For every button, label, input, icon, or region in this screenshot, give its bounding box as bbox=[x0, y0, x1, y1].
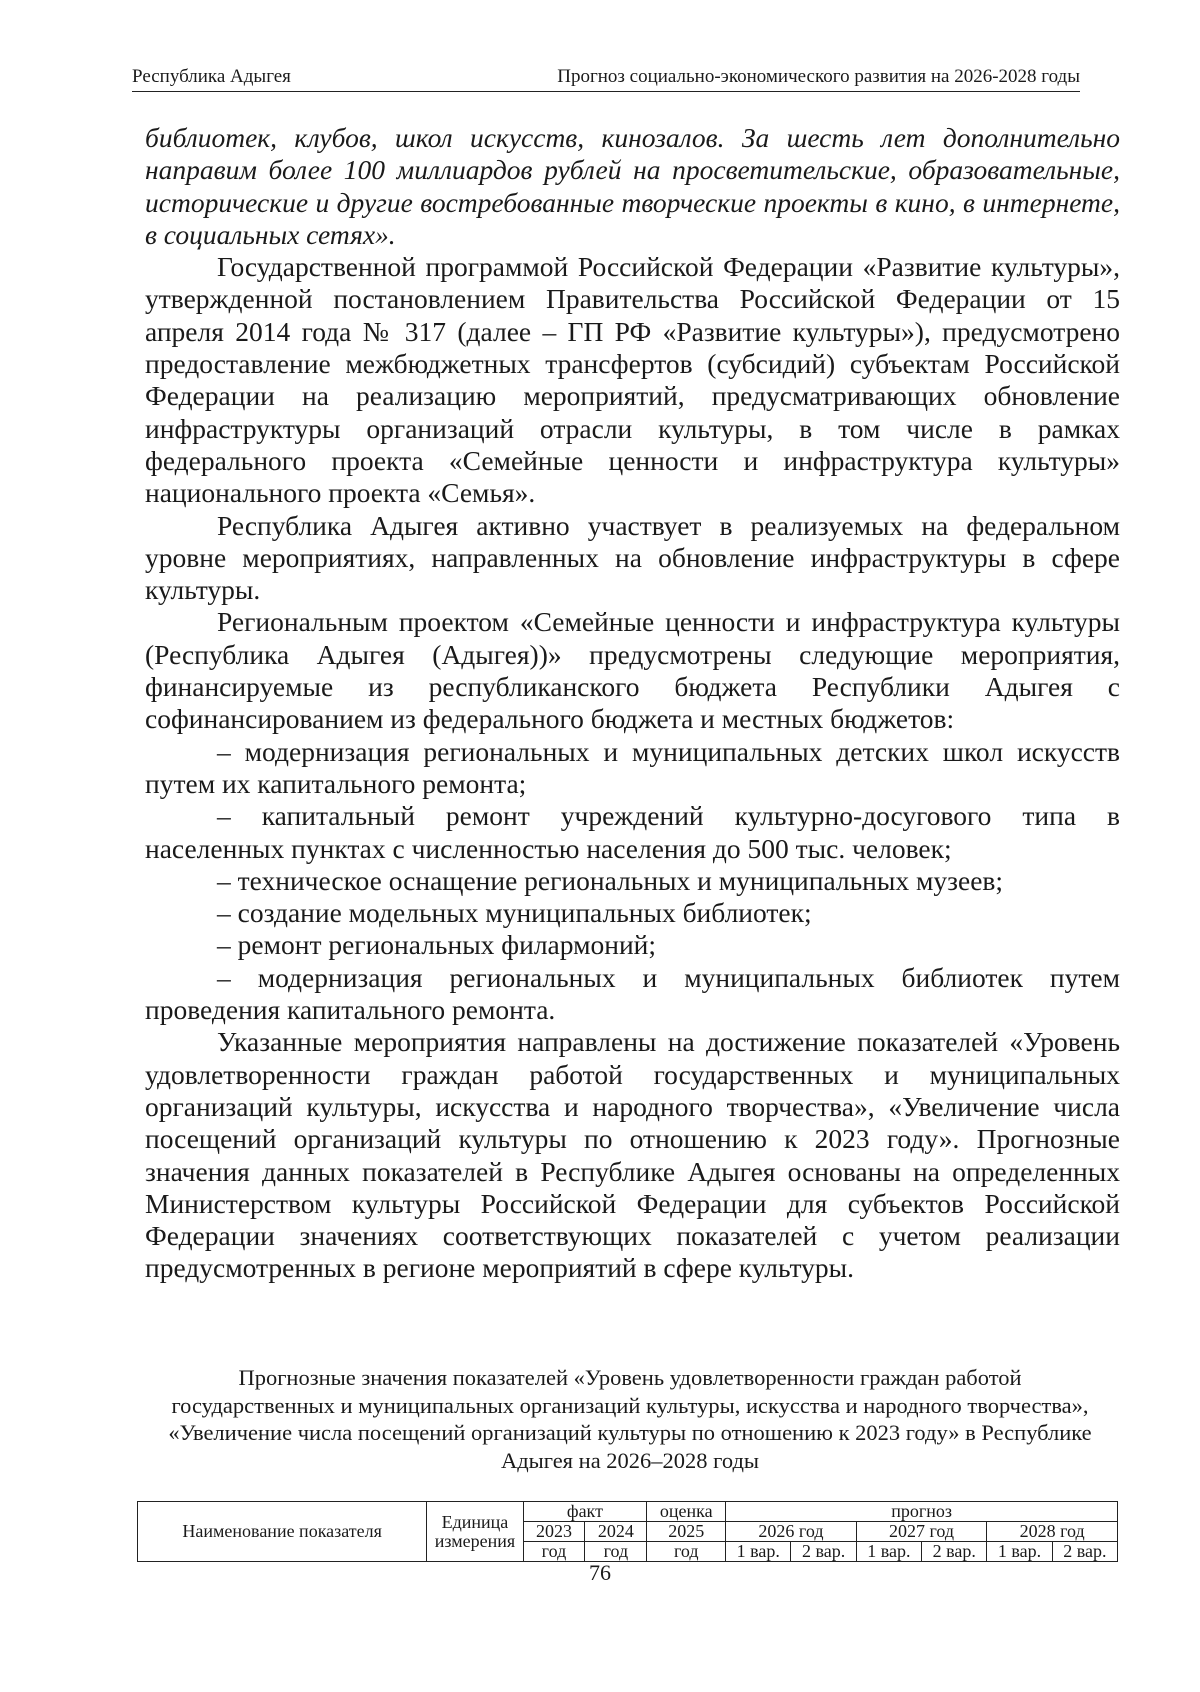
indicators-table bbox=[137, 1501, 1118, 1562]
header-document-title: Прогноз социально-экономического развития на 2026-2028 годы bbox=[557, 66, 1080, 87]
column-header-year-word: год bbox=[647, 1542, 726, 1562]
list-item: – модернизация региональных и муниципальных детских школ искусств путем их капитального ремонта; bbox=[145, 735, 1120, 799]
list-item: – техническое оснащение региональных и муниципальных музеев; bbox=[217, 864, 1004, 896]
column-header-variant-2: 2 вар. bbox=[791, 1542, 856, 1562]
column-header-forecast: прогноз bbox=[726, 1502, 1118, 1522]
column-header-2028: 2028 год bbox=[987, 1522, 1118, 1542]
list-item: – капитальный ремонт учреждений культурно-досугового типа в населенных пунктах с численностью населения до 500 тыс. человек; bbox=[145, 800, 1120, 864]
column-header-indicator-name: Наименование показателя bbox=[138, 1502, 427, 1562]
column-header-variant-2: 2 вар. bbox=[1052, 1542, 1117, 1562]
list-item: – модернизация региональных и муниципальных библиотек путем проведения капитального ремонта. bbox=[145, 961, 1120, 1026]
paragraph-intro-quote: библиотек, клубов, школ искусств, кинозалов. За шесть лет дополнительно направим более 100 миллиардов рублей на просветительские, образовательные, исторические и другие востребованные творческие проекты в кино, в интернете, в социальных сетях». bbox=[145, 122, 1120, 250]
page-header bbox=[132, 66, 1080, 92]
column-header-variant-1: 1 вар. bbox=[987, 1542, 1052, 1562]
column-header-unit: Единица измерения bbox=[427, 1502, 523, 1562]
column-header-year-word: год bbox=[523, 1542, 585, 1562]
column-header-2023: 2023 bbox=[523, 1522, 585, 1542]
column-header-variant-2: 2 вар. bbox=[922, 1542, 987, 1562]
paragraph-state-program: Государственной программой Российской Федерации «Развитие культуры», утвержденной постановлением Правительства Российской Федерации от 15 апреля 2014 года № 317 (далее – ГП РФ «Развитие культуры»), предусмотрено предоставление межбюджетных трансфертов (субсидий) субъектам Российской Федерации на реализацию мероприятий, предусматривающих обновление инфраструктуры организаций отрасли культуры, в том числе в рамках федерального проекта «Семейные ценности и инфраструктура культуры» национального проекта «Семья». bbox=[145, 251, 1120, 509]
column-header-2026: 2026 год bbox=[726, 1522, 857, 1542]
column-header-2024: 2024 bbox=[585, 1522, 647, 1542]
column-header-variant-1: 1 вар. bbox=[726, 1542, 791, 1562]
column-header-estimate: оценка bbox=[647, 1502, 726, 1522]
table-caption: Прогнозные значения показателей «Уровень удовлетворенности граждан работой государственных и муниципальных организаций культуры, искусства и народного творчества», «Увеличение числа посещений организаций культуры по отношению к 2023 году» в Республике Адыгея на 2026–2028 годы bbox=[168, 1365, 1092, 1473]
column-header-variant-1: 1 вар. bbox=[856, 1542, 921, 1562]
column-header-2025: 2025 bbox=[647, 1522, 726, 1542]
column-header-2027: 2027 год bbox=[856, 1522, 987, 1542]
list-item: – ремонт региональных филармоний; bbox=[217, 929, 657, 961]
page-number: 76 bbox=[589, 1560, 611, 1585]
header-region: Республика Адыгея bbox=[132, 66, 291, 87]
column-header-fact: факт bbox=[523, 1502, 647, 1522]
list-item: – создание модельных муниципальных библиотек; bbox=[217, 897, 812, 929]
paragraph-adygea-participation: Республика Адыгея активно участвует в реализуемых на федеральном уровне мероприятиях, направленных на обновление инфраструктуры в сфере культуры. bbox=[145, 509, 1120, 606]
paragraph-regional-project: Региональным проектом «Семейные ценности и инфраструктура культуры (Республика Адыгея (Адыгея))» предусмотрены следующие мероприятия, финансируемые из республиканского бюджета Республики Адыгея с софинансированием из федерального бюджета и местных бюджетов: bbox=[145, 606, 1120, 735]
paragraph-indicators: Указанные мероприятия направлены на достижение показателей «Уровень удовлетворенности граждан работой государственных и муниципальных организаций культуры, искусства и народного творчества», «Увеличение числа посещений организаций культуры по отношению к 2023 году». Прогнозные значения данных показателей в Республике Адыгея основаны на определенных Министерством культуры Российской Федерации для субъектов Российской Федерации значениях соответствующих показателей с учетом реализации предусмотренных в регионе мероприятий в сфере культуры. bbox=[145, 1026, 1120, 1284]
column-header-year-word: год bbox=[585, 1542, 647, 1562]
document-body bbox=[145, 122, 1120, 1285]
